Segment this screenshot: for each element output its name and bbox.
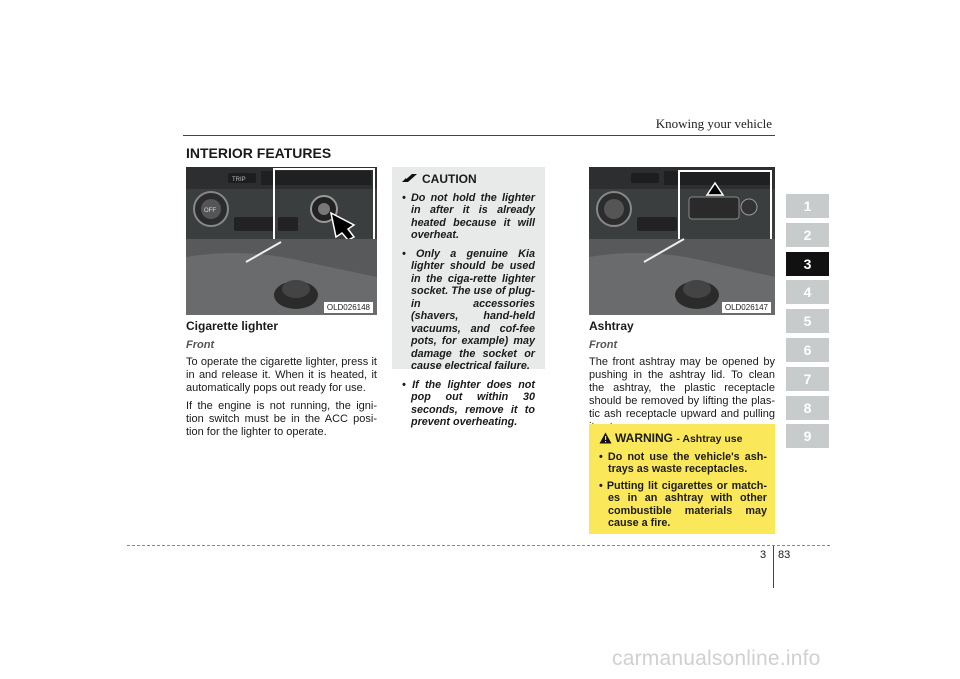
watermark: carmanualsonline.info <box>612 647 821 670</box>
cigarette-lighter-section <box>186 320 377 444</box>
ashtray-title: Ashtray <box>589 319 634 333</box>
right-photo-code: OLD026147 <box>722 302 771 313</box>
caution-item: • Only a genuine Kia lighter should be used in the ciga-rette lighter socket. The use of plug-in accessories (shavers, hand-held vacuums, and cof-fee pots, for example) may damage the socket or cause electrical failure. <box>402 247 535 372</box>
caution-box <box>392 167 545 428</box>
warning-item: • Putting lit cigarettes or match-es in an ashtray with other combustible materials may cause a fire. <box>599 479 767 529</box>
page-number: 83 <box>778 549 791 561</box>
header-rule <box>183 135 775 136</box>
footer-divider <box>773 546 774 588</box>
caution-title: CAUTION <box>422 172 477 186</box>
cigarette-lighter-photo <box>186 167 377 315</box>
ashtray-section <box>589 320 775 439</box>
ashtray-photo <box>589 167 775 315</box>
chapter-tabs <box>786 194 829 453</box>
ashtray-sub: Front <box>589 339 618 351</box>
warning-item: • Do not use the vehicle's ash-trays as waste receptacles. <box>599 450 767 475</box>
ashtray-para-1: The front ashtray may be opened by pushing in the ashtray lid. To clean the ashtray, the plastic receptacle should be removed by lifting the plas-tic ash receptacle upward and pulling <box>589 356 775 420</box>
left-photo-code: OLD026148 <box>324 302 373 313</box>
chapter-tab-9[interactable]: 9 <box>786 424 829 448</box>
chapter-tab-5[interactable]: 5 <box>786 309 829 333</box>
warning-title: WARNING <box>615 431 673 445</box>
caution-item: • If the lighter does not pop out within 30 seconds, remove it to prevent overheating. <box>402 378 535 428</box>
section-title: INTERIOR FEATURES <box>186 145 332 161</box>
chapter-tab-8[interactable]: 8 <box>786 396 829 420</box>
warning-subtitle: - Ashtray use <box>676 433 743 445</box>
cigarette-lighter-sub: Front <box>186 339 215 351</box>
caution-item: • Do not hold the lighter in after it is already heated because it will overheat. <box>402 191 535 241</box>
cigarette-para-1: To operate the cigarette lighter, press it in and release it. When it is heated, it automatically pops out ready for use. <box>186 356 377 394</box>
chapter-tab-7[interactable]: 7 <box>786 367 829 391</box>
footer-chapter: 3 <box>760 549 767 561</box>
warning-icon <box>599 432 612 447</box>
running-header: Knowing your vehicle <box>655 116 772 131</box>
dial-off-label: OFF <box>204 208 216 214</box>
chapter-tab-3[interactable]: 3 <box>786 252 829 276</box>
warning-box <box>589 424 775 534</box>
chapter-tab-1[interactable]: 1 <box>786 194 829 218</box>
chapter-tab-6[interactable]: 6 <box>786 338 829 362</box>
footer-rule <box>127 545 830 546</box>
trip-label: TRIP <box>232 177 246 183</box>
chapter-tab-2[interactable]: 2 <box>786 223 829 247</box>
cigarette-para-2: If the engine is not running, the igni-tion switch must be in the ACC posi-tion for the lighter to operate. <box>186 400 377 438</box>
cigarette-lighter-title: Cigarette lighter <box>186 319 279 333</box>
chapter-tab-4[interactable]: 4 <box>786 280 829 304</box>
caution-icon <box>402 173 418 186</box>
